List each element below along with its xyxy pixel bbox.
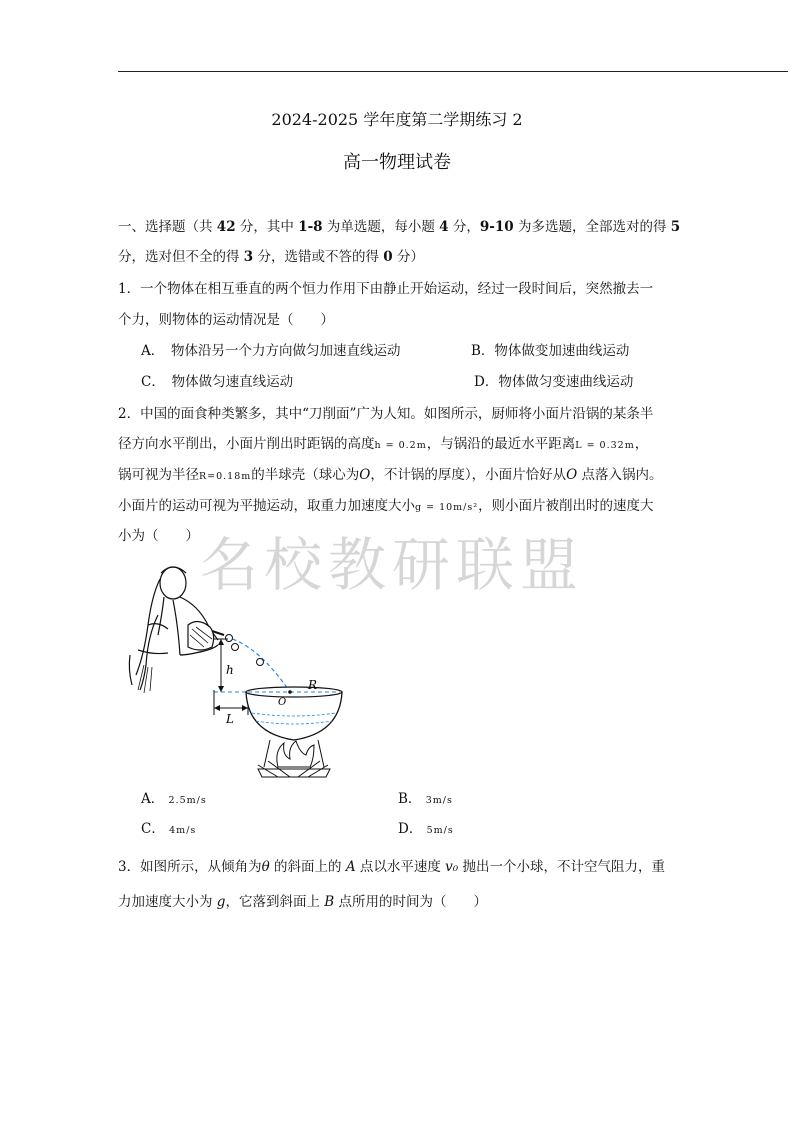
fire-illustration: [258, 740, 330, 777]
noodle-chef-figure: [118, 555, 358, 785]
question-2-stem-line2: 径方向水平削出，小面片削出时距锅的高度h = 0.2m，与锅沿的最近水平距离L = 0.32m，: [118, 436, 649, 452]
pot-center-point: [288, 690, 292, 694]
section-instructions-line1: 一、选择题（共 42 分，其中 1-8 为单选题，每小题 4 分，9-10 为多选题，全部选对的得 5: [118, 219, 681, 235]
label-R: R: [308, 678, 318, 692]
section-instructions-line2: 分，选对但不全的得 3 分，选错或不答的得 0 分）: [118, 249, 424, 265]
question-1-stem-line1: 1．一个物体在相互垂直的两个恒力作用下由静止开始运动，经过一段时间后，突然撤去一: [118, 281, 654, 297]
question-2-stem-line1: 2．中国的面食种类繁多，其中“刀削面”广为人知。如图所示，厨师将小面片沿锅的某条半: [118, 406, 654, 422]
question-1-stem-line2: 个力，则物体的运动情况是（ ）: [118, 312, 334, 328]
question-2-option-c: C． 4m/s: [141, 821, 197, 837]
exam-title: 2024-2025 学年度第二学期练习 2: [271, 110, 523, 129]
question-1-option-b: B．物体做变加速曲线运动: [471, 343, 630, 359]
question-2-option-a: A． 2.5m/s: [141, 791, 207, 807]
question-3-stem-line2: 力加速度大小为 g，它落到斜面上 B 点所用的时间为（ ）: [118, 894, 487, 910]
noodle-piece-2: [232, 644, 239, 651]
question-1-option-d: D．物体做匀变速曲线运动: [474, 374, 634, 390]
question-2-option-d: D． 5m/s: [398, 821, 454, 837]
header-rule: [118, 71, 788, 72]
question-2-option-b: B． 3m/s: [398, 791, 453, 807]
chef-illustration: [129, 567, 224, 693]
question-3-stem-line1: 3．如图所示，从倾角为θ 的斜面上的 A 点以水平速度 v₀ 抛出一个小球，不计空气阻力，重: [118, 859, 666, 875]
question-1-option-a: A． 物体沿另一个力方向做匀加速直线运动: [141, 343, 401, 359]
question-2-stem-line5: 小为（ ）: [118, 528, 199, 544]
label-L: L: [226, 712, 234, 726]
question-2-stem-line4: 小面片的运动可视为平抛运动，取重力加速度大小g = 10m/s²，则小面片被削出时的速度大: [118, 498, 654, 514]
label-h: h: [226, 663, 234, 677]
question-1-option-c: C． 物体做匀速直线运动: [141, 374, 294, 390]
noodle-piece-1: [226, 635, 233, 642]
question-2-stem-line3: 锅可视为半径R=0.18m的半球壳（球心为O，不计锅的厚度），小面片恰好从O 点落入锅内。: [118, 467, 663, 483]
label-O: O: [278, 697, 287, 708]
exam-subtitle: 高一物理试卷: [343, 152, 451, 173]
noodle-piece-3: [257, 659, 264, 666]
watermark: 名校教研联盟: [200, 531, 585, 599]
